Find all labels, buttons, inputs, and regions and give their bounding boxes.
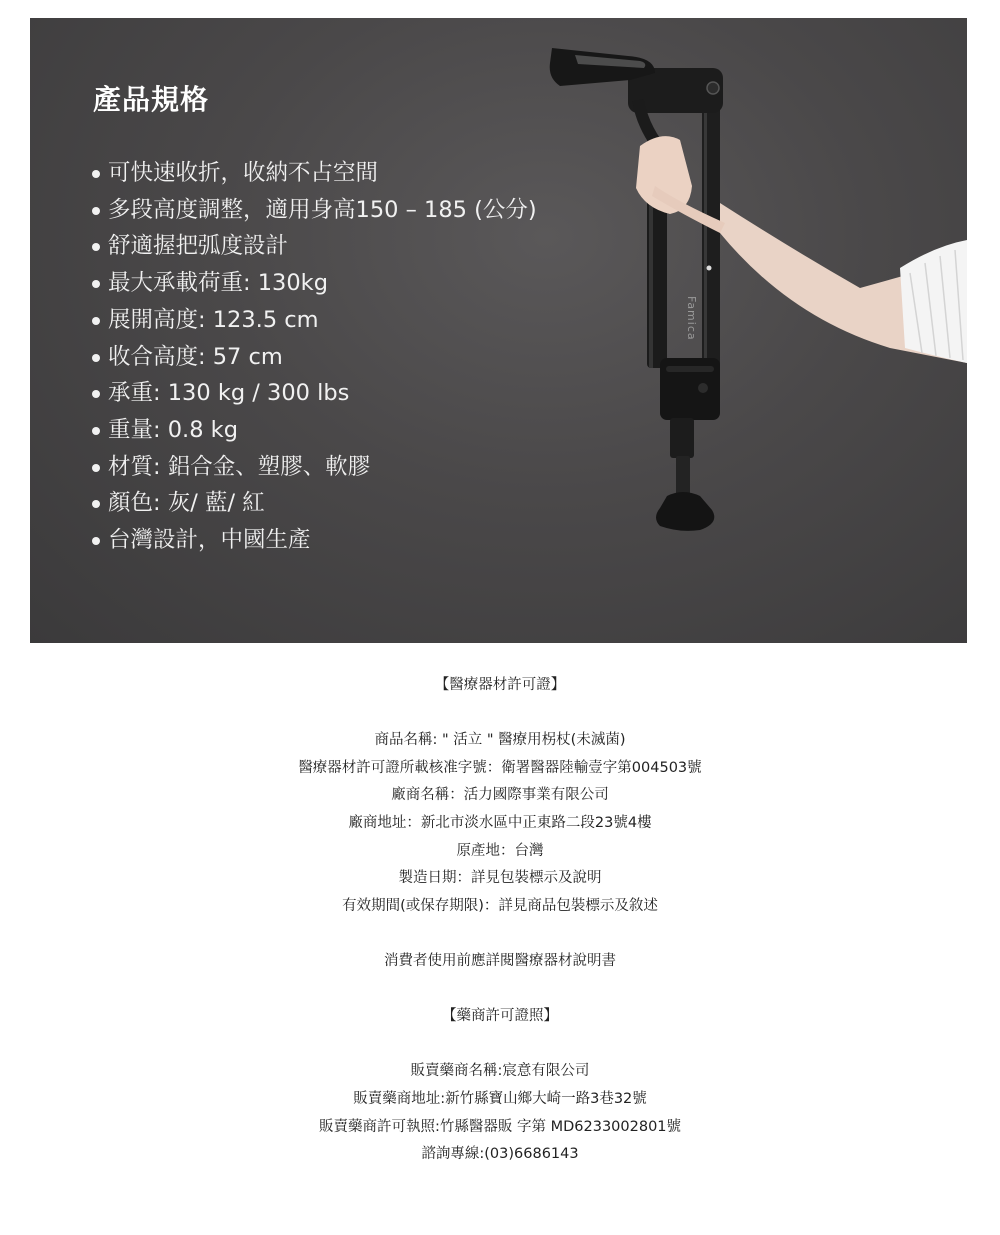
- spec-item-text: 舒適握把弧度設計: [108, 233, 289, 260]
- spec-list: [90, 155, 537, 559]
- license-expiry: 有效期間(或保存期限)：詳見商品包裝標示及敘述: [342, 897, 658, 914]
- license-origin: 原產地：台灣: [456, 842, 544, 859]
- spec-item-text: 多段高度調整，適用身高150 – 185 (公分): [108, 196, 537, 223]
- bullet-icon: [92, 537, 100, 545]
- spec-item: [90, 412, 537, 449]
- bullet-icon: [92, 317, 100, 325]
- spec-item-text: 台灣設計，中國生產: [108, 527, 311, 554]
- license-address: 廠商地址：新北市淡水區中正東路二段23號4樓: [348, 814, 652, 831]
- pharmacy-header: 【藥商許可證照】: [442, 1008, 558, 1025]
- product-spec-banner: [30, 18, 967, 643]
- spec-item: [90, 339, 537, 376]
- license-mfg-date: 製造日期：詳見包裝標示及說明: [398, 870, 602, 887]
- spec-item-text: 收合高度: 57 cm: [108, 343, 283, 370]
- regulatory-info: [0, 672, 1000, 1169]
- license-notice: 消費者使用前應詳閱醫療器材說明書: [384, 952, 616, 969]
- spec-item-text: 最大承載荷重: 130kg: [108, 270, 328, 297]
- spec-item: [90, 485, 537, 522]
- spec-item: [90, 375, 537, 412]
- bullet-icon: [92, 500, 100, 508]
- pharmacy-seller-address: 販賣藥商地址:新竹縣寶山鄉大崎一路3巷32號: [353, 1090, 647, 1107]
- spec-item-text: 展開高度: 123.5 cm: [108, 306, 319, 333]
- bullet-icon: [92, 207, 100, 215]
- pharmacy-seller-license: 販賣藥商許可執照:竹縣醫器販 字第 MD6233002801號: [318, 1118, 682, 1135]
- spec-item-text: 材質: 鋁合金、塑膠、軟膠: [108, 453, 371, 480]
- spec-item: [90, 449, 537, 486]
- spec-item-text: 顏色: 灰/ 藍/ 紅: [108, 490, 265, 517]
- license-number: 醫療器材許可證所載核准字號：衛署醫器陸輸壹字第004503號: [298, 759, 702, 776]
- spec-item-text: 重量: 0.8 kg: [108, 416, 238, 443]
- bullet-icon: [92, 243, 100, 251]
- spec-item: [90, 302, 537, 339]
- license-manufacturer: 廠商名稱：活力國際事業有限公司: [391, 787, 609, 804]
- bullet-icon: [92, 170, 100, 178]
- spec-item: [90, 265, 537, 302]
- spec-item-text: 承重: 130 kg / 300 lbs: [108, 380, 350, 407]
- spec-item: [90, 192, 537, 229]
- bullet-icon: [92, 427, 100, 435]
- brand-logo-text: Famica: [685, 296, 698, 341]
- spacer: [0, 920, 1000, 948]
- spec-item: [90, 228, 537, 265]
- pharmacy-hotline: 諮詢專線:(03)6686143: [421, 1146, 579, 1163]
- spacer: [0, 1031, 1000, 1059]
- bullet-icon: [92, 464, 100, 472]
- pharmacy-seller-name: 販賣藥商名稱:宸意有限公司: [410, 1063, 590, 1080]
- spacer: [0, 976, 1000, 1004]
- spec-item: [90, 155, 537, 192]
- license-product-name: 商品名稱: " 活立 " 醫療用柺杖(未滅菌): [374, 732, 626, 749]
- bullet-icon: [92, 390, 100, 398]
- bullet-icon: [92, 354, 100, 362]
- bullet-icon: [92, 280, 100, 288]
- spec-title: 產品規格: [93, 83, 210, 116]
- spec-item-text: 可快速收折，收納不占空間: [108, 160, 379, 186]
- spec-item: [90, 522, 537, 559]
- license-header: 【醫療器材許可證】: [434, 677, 566, 693]
- spacer: [0, 700, 1000, 728]
